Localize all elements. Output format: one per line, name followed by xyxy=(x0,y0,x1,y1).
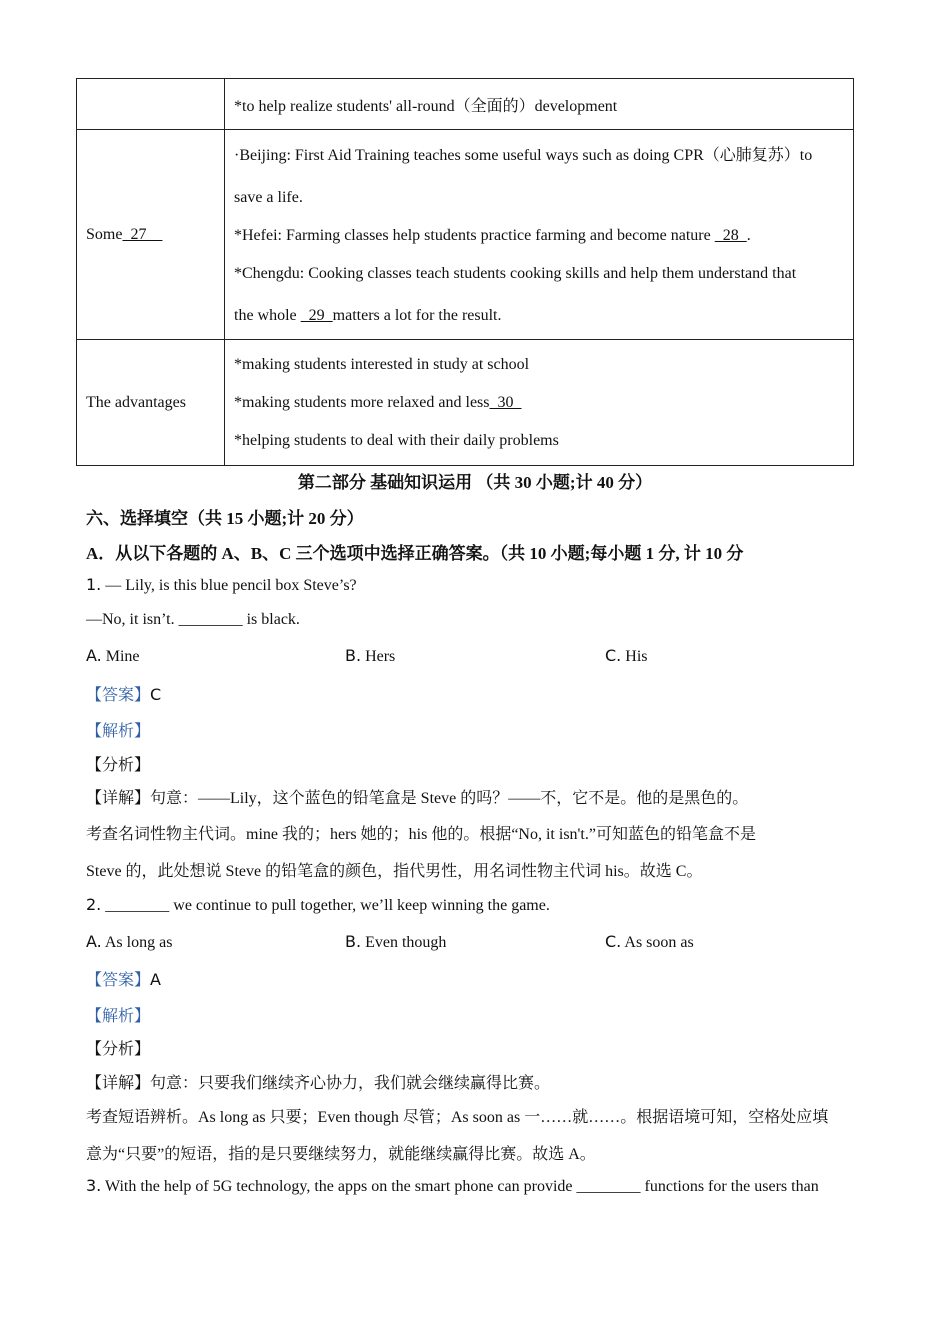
option-b: B. Hers xyxy=(345,646,396,665)
table-text: ·Beijing: First Aid Training teaches some useful ways such as doing CPR（心肺复苏）to xyxy=(234,146,813,164)
section-a-instruction: A．从以下各题的 A、B、C 三个选项中选择正确答案。（共 10 小题;每小题 1 分, 计 10 分 xyxy=(86,544,744,563)
question-number: 2. xyxy=(86,895,102,914)
fenxi-tag: 【分析】 xyxy=(86,1041,151,1058)
answer-value: A xyxy=(150,970,161,989)
option-b: B. Even though xyxy=(345,932,447,951)
question-3: 3. With the help of 5G technology, the apps on the smart phone can provide ________ functions for the users than xyxy=(86,1176,819,1195)
answer xyxy=(86,967,161,990)
table-text: *to help realize students' all-round（全面的）development xyxy=(234,97,618,115)
table-text: save a life. xyxy=(234,188,303,206)
part-title: 第二部分 基础知识运用 （共 30 小题;计 40 分） xyxy=(297,473,653,492)
table-row xyxy=(77,130,854,340)
table-text: *Chengdu: Cooking classes teach students cooking skills and help them understand that xyxy=(234,264,797,282)
detail-line: 考查短语辨析。As long as 只要；Even though 尽管；As soon as 一……就……。根据语境可知，空格处应填 xyxy=(86,1109,829,1126)
option-c: C. His xyxy=(605,646,648,665)
option-c: C. As soon as xyxy=(605,932,694,951)
table-cell xyxy=(225,340,854,466)
question-1: 1. — Lily, is this blue pencil box Steve’s? xyxy=(86,575,357,594)
detail: 【详解】句意：只要我们继续齐心协力，我们就会继续赢得比赛。 xyxy=(86,1075,551,1092)
blank-29: 29 xyxy=(300,306,333,324)
answer-value: C xyxy=(150,685,162,704)
question-1-line2: —No, it isn’t. ________ is black. xyxy=(86,611,300,628)
table-text: *helping students to deal with their daily problems xyxy=(234,431,559,449)
table-cell-label: The advantages xyxy=(77,340,225,466)
detail-line: Steve 的，此处想说 Steve 的铅笔盒的颜色，指代男性，用名词性物主代词 his。故选 C。 xyxy=(86,863,703,880)
row-label: Some xyxy=(86,225,123,243)
blank-28: 28 xyxy=(714,226,747,244)
info-table xyxy=(76,78,854,466)
detail-line: 意为“只要”的短语，指的是只要继续努力，就能继续赢得比赛。故选 A。 xyxy=(86,1146,596,1163)
table-row xyxy=(77,79,854,130)
table-cell-label xyxy=(77,130,225,340)
blank-30: 30 xyxy=(489,393,522,411)
option-a: A. Mine xyxy=(86,646,140,665)
question-2: 2. ________ we continue to pull together, we’ll keep winning the game. xyxy=(86,895,550,914)
table-text: *making students more relaxed and less 30 xyxy=(234,393,522,411)
table-text: *making students interested in study at school xyxy=(234,355,530,373)
question-number: 1. xyxy=(86,575,102,594)
table-cell xyxy=(225,130,854,340)
table-text: *Hefei: Farming classes help students practice farming and become nature 28 . xyxy=(234,226,751,244)
table-row xyxy=(77,340,854,466)
option-a: A. As long as xyxy=(86,932,173,951)
detail: 【详解】句意：——Lily，这个蓝色的铅笔盒是 Steve 的吗？——不，它不是。他的是黑色的。 xyxy=(86,790,749,807)
blank-27: 27 xyxy=(122,225,163,243)
analysis-tag: 【解析】 xyxy=(86,1008,151,1025)
table-text: the whole 29 matters a lot for the result. xyxy=(234,306,502,324)
analysis-tag: 【解析】 xyxy=(86,723,151,740)
table-cell xyxy=(225,79,854,130)
detail-line: 考查名词性物主代词。mine 我的；hers 她的；his 他的。根据“No, it isn't.”可知蓝色的铅笔盒不是 xyxy=(86,826,756,843)
answer-tag: 【答案】 xyxy=(86,972,151,989)
section-title: 六、选择填空（共 15 小题;计 20 分） xyxy=(86,509,364,528)
fenxi-tag: 【分析】 xyxy=(86,757,151,774)
answer-tag: 【答案】 xyxy=(86,687,151,704)
answer xyxy=(86,682,161,705)
question-number: 3. xyxy=(86,1176,102,1195)
table-cell-empty xyxy=(77,79,225,130)
